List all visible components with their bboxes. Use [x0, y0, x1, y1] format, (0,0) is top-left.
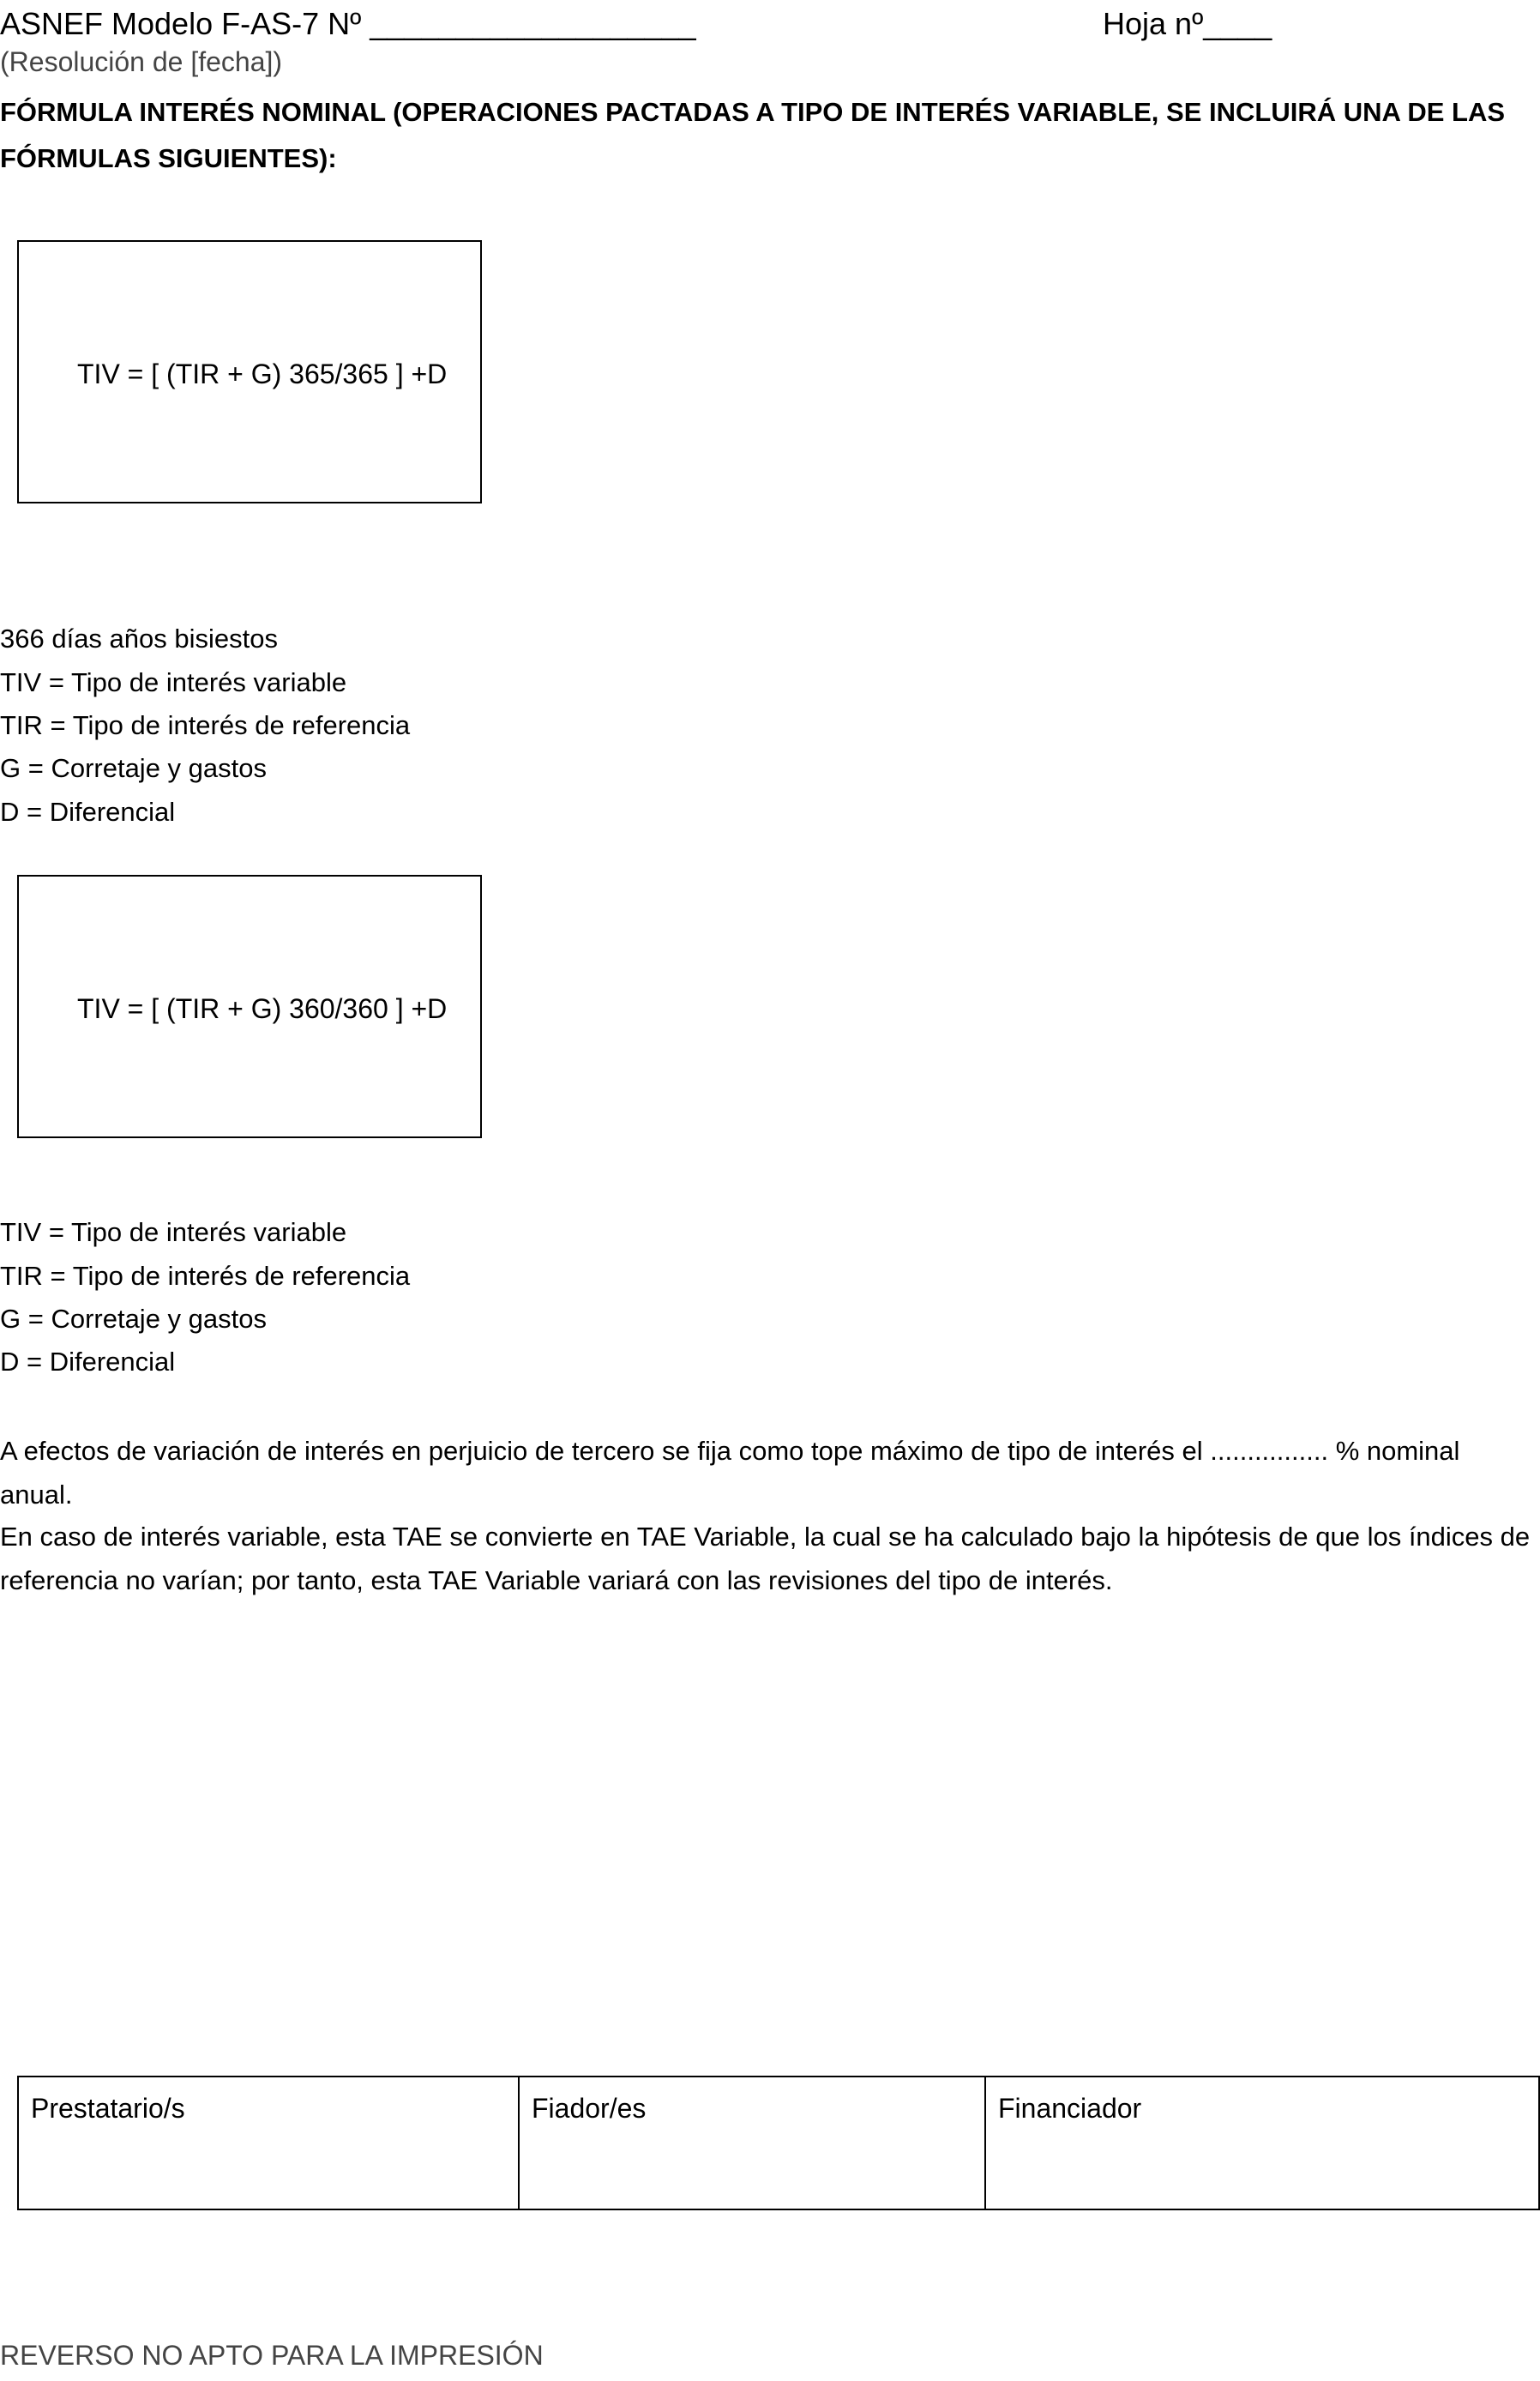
borrower-label: Prestatario/s — [31, 2093, 185, 2124]
model-number-label: ASNEF Modelo F-AS-7 Nº ___________________ — [0, 6, 696, 41]
signature-cell-lender[interactable] — [985, 2077, 1539, 2209]
definition-tiv: TIV = Tipo de interés variable — [0, 667, 347, 697]
definition-tiv: TIV = Tipo de interés variable — [0, 1217, 347, 1247]
interest-cap-paragraph: A efectos de variación de interés en perjuicio de tercero se fija como tope máximo de tipo de interés el ................ % nominal anual. — [0, 1436, 1460, 1510]
section-title: FÓRMULA INTERÉS NOMINAL (OPERACIONES PACTADAS A TIPO DE INTERÉS VARIABLE, SE INCLUIRÁ UNA DE LAS FÓRMULAS SIGUIENTES): — [0, 97, 1506, 173]
definition-leap-year: 366 días años bisiestos — [0, 624, 278, 654]
definition-g: G = Corretaje y gastos — [0, 1304, 267, 1334]
definition-tir: TIR = Tipo de interés de referencia — [0, 710, 411, 740]
definition-tir: TIR = Tipo de interés de referencia — [0, 1261, 411, 1291]
footer-notice: REVERSO NO APTO PARA LA IMPRESIÓN — [0, 2340, 544, 2371]
formula-365-text: TIV = [ (TIR + G) 365/365 ] +D — [77, 359, 448, 389]
resolution-date-label: (Resolución de [fecha]) — [0, 46, 283, 77]
signature-cell-guarantor[interactable] — [519, 2077, 985, 2209]
definition-d: D = Diferencial — [0, 1347, 176, 1377]
formula-box-360 — [17, 875, 482, 1138]
signature-cell-borrower[interactable] — [18, 2077, 519, 2209]
definition-g: G = Corretaje y gastos — [0, 753, 267, 783]
sheet-number-label: Hoja nº____ — [1103, 6, 1272, 41]
definition-d: D = Diferencial — [0, 797, 176, 827]
formula-box-365 — [17, 240, 482, 503]
guarantor-label: Fiador/es — [532, 2093, 647, 2124]
signature-table — [17, 2076, 1540, 2210]
variable-tae-paragraph: En caso de interés variable, esta TAE se convierte en TAE Variable, la cual se ha calculado bajo la hipótesis de que los índices de referencia no varían; por tanto, esta TAE Variable variará con las revisiones del tipo de interés. — [0, 1522, 1531, 1595]
formula-360-text: TIV = [ (TIR + G) 360/360 ] +D — [77, 993, 448, 1024]
lender-label: Financiador — [998, 2093, 1142, 2124]
